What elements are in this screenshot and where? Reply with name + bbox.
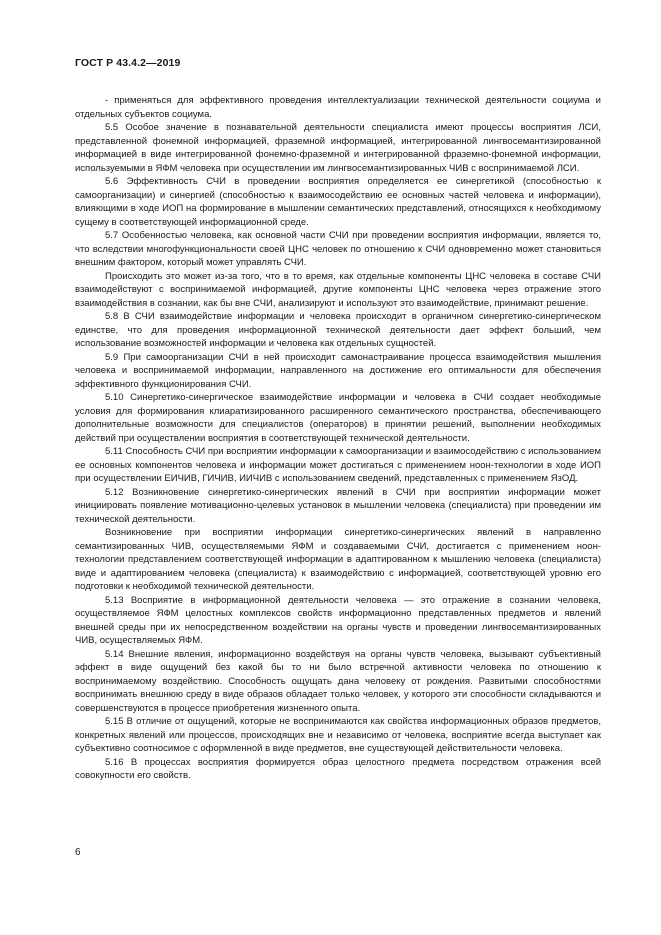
paragraph: 5.11 Способность СЧИ при восприятии информации к самоорганизации и взаимосодействию с использованием ее основных компонентов человека и информации может достигаться с применением ноон-технологии в ходе ИОП при осуществлении ЕИЧИВ, ГИЧИВ, ИИЧИВ с использованием сведений, представленных с применением ЯзОД. <box>75 446 601 484</box>
paragraph: Происходить это может из-за того, что в то время, как отдельные компоненты ЦНС человека в составе СЧИ взаимодействуют с воспринимаемой информацией, другие компоненты ЦНС человека через отражение этого взаимодействия в сознании, как бы вне СЧИ, анализируют и используют это взаимодействие, принимают решение. <box>75 270 601 309</box>
document-header: ГОСТ Р 43.4.2—2019 <box>75 57 181 69</box>
paragraph: 5.13 Восприятие в информационной деятельности человека — это отражение в сознании человека, осуществляемое ЯФМ целостных комплексов свойств информационно представленных предметов и явлений внешней среды при их непосредственном воздействии на органы чувств и проведении лингвосемантизированных ЧИВ, осуществляемых ЯФМ. <box>75 594 601 646</box>
paragraph: 5.8 В СЧИ взаимодействие информации и человека происходит в органичном синергетико-синергическом единстве, что для проведения информационной технической деятельности дает эффект больший, чем использование возможностей информации и человека как отдельных сущностей. <box>75 311 601 349</box>
paragraph: 5.6 Эффективность СЧИ в проведении восприятия определяется ее синергетикой (способностью к самоорганизации) и синергией (способностью к взаимосодействию ее основных частей человека и информации), влияющими в ходе ИОП на формирование в мышлении семантических представлений, относящихся к необходимому сущему в соответствующей информационной среде. <box>75 176 601 228</box>
paragraph: Возникновение при восприятии информации синергетико-синергических явлений в направленно семантизированных ЧИВ, осуществляемыми ЯФМ и создаваемыми СЧИ, достигается с применением ноон-технологии представлением соответствующей информации в адаптированном к мышлению человека (специалиста) виде и адаптированием человека (специалиста) к взаимодействию с информацией, соответствующей уровню его подготовки к необходимой технической деятельности. <box>75 527 601 592</box>
paragraph: 5.15 В отличие от ощущений, которые не воспринимаются как свойства информационных образов предметов, конкретных явлений или процессов, происходящих вне и независимо от человека, восприятие всегда выступает как субъективно соотносимое с оформленной в виде предметов, вне существующей действительности человека. <box>75 716 601 754</box>
paragraph: 5.14 Внешние явления, информационно воздействуя на органы чувств человека, вызывают субъективный эффект в виде ощущений без какой бы то ни было встречной активности человека по отношению к воспринимаемому воздействию. Способность ощущать дана человеку от рождения. Развитыми способностями воспринимать внешнюю среду в виде образов обладает только человек, у которого эти способности складываются и совершенствуются в процессе приобретения жизненного опыта. <box>75 648 601 714</box>
paragraph: 5.12 Возникновение синергетико-синергических явлений в СЧИ при восприятии информации может инициировать появление мотивационно-целевых установок в мышлении человека (специалиста) при проведении им технической деятельности. <box>75 486 601 525</box>
paragraph: 5.9 При самоорганизации СЧИ в ней происходит самонастраивание процесса взаимодействия мышления человека и воспринимаемой информации, направленного на достижение его оптимальности для обеспечения эффективного функционирования СЧИ. <box>75 351 601 390</box>
paragraph: 5.7 Особенностью человека, как основной части СЧИ при проведении восприятия информации, является то, что вследствии многофункциональности своей ЦНС человек по отношению к СЧИ одновременно может становиться внешним фактором, который может управлять СЧИ. <box>75 230 601 268</box>
page-number: 6 <box>75 847 81 858</box>
paragraph: 5.16 В процессах восприятия формируется образ целостного предмета посредством отражения всей совокупности его свойств. <box>75 756 601 781</box>
paragraph: - применяться для эффективного проведения интеллектуализации технической деятельности социума и отдельных субъектов социума. <box>75 95 601 120</box>
paragraph: 5.5 Особое значение в познавательной деятельности специалиста имеют процессы восприятия ЛСИ, представленной фонемной информацией, фраземной информацией, интегрированной лингвосемантизированной информацией в виде интегрированной фонемно-фраземной и интегрированной фраземно-фонемной информации, используемыми в ЯФМ человека при осуществлении им лингвосемантизированных ЧИВ с воспринимаемой ЛСИ. <box>75 122 601 174</box>
paragraph: 5.10 Синергетико-синергическое взаимодействие информации и человека в СЧИ создает необходимые условия для формирования клиаратизированного расширенного семантического пространства, обеспечивающего дополнительные возможности для специалистов (операторов) в принятии решений, выполнении необходимых действий при осуществлении восприятия в соответствующей технической деятельности. <box>75 392 601 444</box>
document-body <box>75 94 601 783</box>
